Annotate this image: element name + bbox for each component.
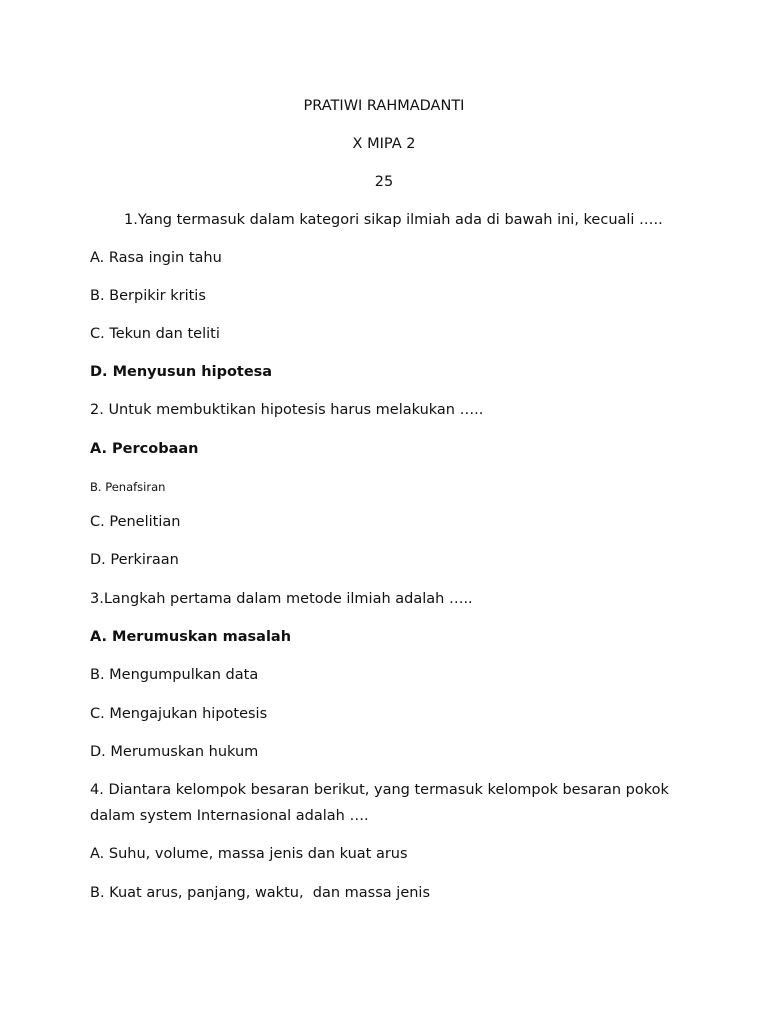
q3-option-b: B. Mengumpulkan data [90,667,259,683]
question-4: 4. Diantara kelompok besaran berikut, yang termasuk kelompok besaran pokok dalam system Internasional adalah …. [90,782,669,824]
q1-option-b: B. Berpikir kritis [90,288,206,304]
student-class: X MIPA 2 [352,136,416,152]
q4-option-a: A. Suhu, volume, massa jenis dan kuat arus [90,846,408,862]
student-name: PRATIWI RAHMADANTI [303,98,465,114]
question-1: 1.Yang termasuk dalam kategori sikap ilmiah ada di bawah ini, kecuali ….. [124,212,663,228]
student-number: 25 [374,174,394,190]
q1-option-c: C. Tekun dan teliti [90,326,220,342]
q3-option-c: C. Mengajukan hipotesis [90,706,268,722]
question-3: 3.Langkah pertama dalam metode ilmiah adalah ….. [90,591,473,607]
q3-option-a-answer: A. Merumuskan masalah [90,629,292,645]
q2-option-b: B. Penafsiran [90,480,166,494]
q1-option-a: A. Rasa ingin tahu [90,250,222,266]
q4-option-b: B. Kuat arus, panjang, waktu, dan massa jenis [90,885,431,901]
q2-option-a-answer: A. Percobaan [90,441,199,457]
q1-option-d-answer: D. Menyusun hipotesa [90,364,273,380]
q2-option-c: C. Penelitian [90,514,181,530]
q3-option-d: D. Merumuskan hukum [90,744,259,760]
q2-option-d: D. Perkiraan [90,552,179,568]
question-2: 2. Untuk membuktikan hipotesis harus melakukan ….. [90,402,484,418]
